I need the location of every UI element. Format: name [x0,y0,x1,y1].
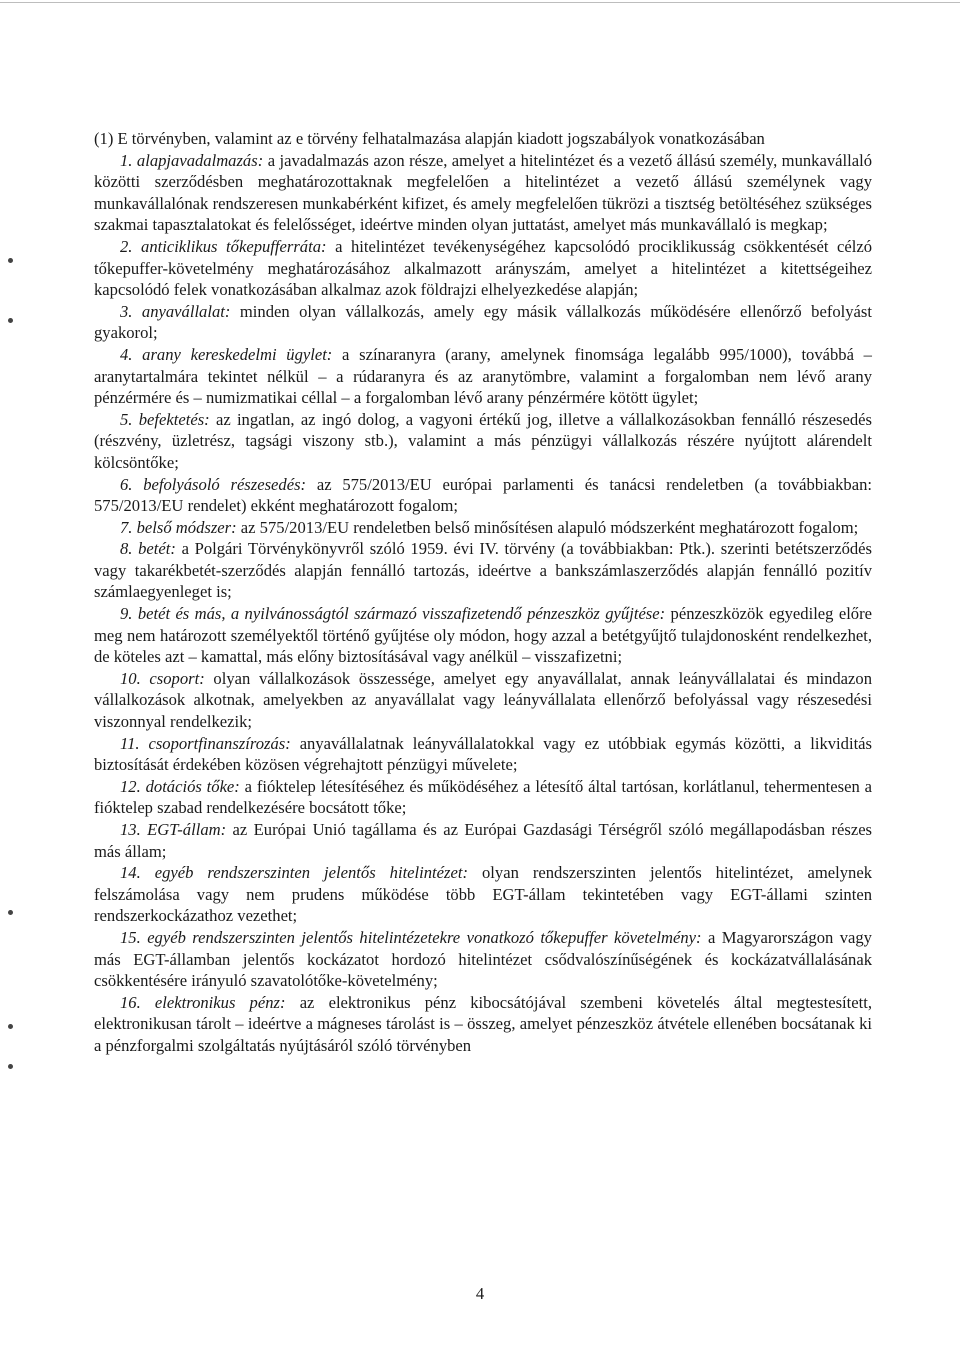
definition-item [94,150,872,236]
item-term: anyavállalat: [141,301,231,321]
intro-paragraph: (1) E törvényben, valamint az e törvény felhatalmazása alapján kiadott jogszabályok vonatkozásában [94,129,765,148]
definition-item [94,409,872,474]
item-text: az Európai Unió tagállama és az Európai Gazdasági Térségről szóló megállapodásban részes más állam; [94,820,873,861]
item-number: 12. [120,776,141,796]
item-term: befolyásoló részesedés: [143,474,307,494]
item-term: csoportfinanszírozás: [148,733,291,753]
definition-item [94,819,872,862]
item-number: 8. [120,539,133,559]
item-text: a színaranyra (arany, amelynek finomsága legalább 995/1000), továbbá – aranytartalmára tekintet nélkül – a rúdaranyra és az aranytömbre, valamint a forgalomban nem lévő arany pénzérmére és – numizmatikai céllal – a forgalomban lévő arany pénzérmére kötött ügylet; [94,344,872,408]
item-term: betét és más, a nyilvánosságtól származó visszafizetendő pénzeszköz gyűjtése: [137,604,666,624]
item-term: elektronikus pénz: [154,992,286,1012]
scan-speck [8,258,13,263]
item-text: a fióktelep létesítéséhez és működéséhez a létesítő által tartósan, korlátlanul, tehermentesen a fióktelep szabad rendelkezésére bocsátott tőke; [94,776,872,818]
definition-item [94,236,872,301]
item-text: az 575/2013/EU európai parlamenti és tanácsi rendeletben (a továbbiakban: 575/2013/EU rendelet) ekként meghatározott fogalom; [94,474,872,516]
definition-item [94,992,872,1057]
item-term: EGT-állam: [147,820,227,839]
item-text: pénzeszközök egyedileg előre meg nem határozott személyektől történő gyűjtése oly módon, hogy azzal a betétgyűjtő tulajdonosként rendelkezhet, de köteles azt – kamattal, más előny biztosításával vagy anélkül – visszafizetni; [94,604,872,667]
definition-item [94,344,872,409]
item-text: olyan rendszerszinten jelentős hitelintézet, amelynek felszámolása vagy nem prudens működése több EGT-állam tekintetében vagy EGT-állami szinten rendszerkockázathoz vezethet; [94,863,873,926]
definition-item [94,517,872,539]
definition-item [94,538,872,603]
definition-item [94,301,872,344]
item-text: a Magyarországon vagy más EGT-államban jelentős kockázatot hordozó hitelintézet csődvalószínűségének és kockázatvállalásának csökkentésére irányuló szavatolótőke-követelmény; [94,927,872,991]
definition-item [94,927,872,992]
definition-item [94,776,872,819]
item-number: 6. [120,474,133,494]
item-term: dotációs tőke: [145,776,240,796]
item-text: olyan vállalkozások összessége, amelyet egy anyavállalat, annak leányvállalatai és mindazon vállalkozások alkotnak, amelyekben az anyavállalat vagy leányvállalata ellenőrző befolyással vagy részesedési viszonnyal rendelkezik; [94,668,872,732]
scan-speck [8,1024,13,1029]
item-text: anyavállalatnak leányvállalatokkal vagy ez utóbbiak egymás közötti, a likviditás biztosítását érdekében közösen végrehajtott pénzügyi művelete; [94,733,872,775]
item-number: 13. [120,820,141,839]
scan-top-border [0,2,960,3]
page-number: 4 [475,1284,485,1303]
item-term: alapjavadalmazás: [136,150,264,170]
item-text: az elektronikus pénz kibocsátójával szembeni követelés által megtestesített, elektronikusan tárolt – ideértve a mágneses tárolást is – összeg, amelyet pénzeszköz átvétele ellenében bocsátanak ki a pénzforgalmi szolgáltatás nyújtásáról szóló törvényben [94,992,873,1055]
item-number: 16. [120,992,141,1012]
item-number: 4. [120,344,133,364]
item-text: a javadalmazás azon része, amelyet a hitelintézet és a vezető állású személy, munkavállaló közötti szerződésben meghatározottaknak megfelelően a hitelintézet a vezető állású személynek vagy munkavállalónak rendszeresen munkabérként kifizet, és amely megfelelően tükrözi a tisztség betöltéséhez szükséges szakmai tapasztalatokat és felelősséget, ideértve minden olyan juttatást, amelyet más munkavállaló is megkap; [94,150,872,235]
item-number: 11. [120,733,140,753]
scan-speck [8,318,13,323]
item-text: az ingatlan, az ingó dolog, a vagyoni értékű jog, illetve a vállalkozásokban fennálló részesedés (részvény, üzletrész, tagsági viszony stb.), valamint a más pénzügyi vállalkozás részére nyújtott alárendelt kölcsöntőke; [94,409,872,472]
definition-item [94,603,872,668]
item-term: egyéb rendszerszinten jelentős hitelintézet: [154,863,468,883]
item-number: 2. [120,236,133,256]
item-text: minden olyan vállalkozás, amely egy másik vállalkozás működésére ellenőrző befolyást gyakorol; [94,301,872,343]
item-text: a Polgári Törvénykönyvről szóló 1959. évi IV. törvény (a továbbiakban: Ptk.). szerinti betétszerződés vagy takarékbetét-szerződés alapján fennálló tartozás, ideértve a bankszámlaszerződés alapján fennálló pozitív számlaegyenleget is; [94,539,872,602]
item-text: a hitelintézet tevékenységéhez kapcsolódó prociklikusság csökkentését célzó tőkepuffer-követelmény meghatározásához alkalmazott arányszám, amelyet a hitelintézet a kitettségeihez kapcsolódó felek vonatkozásában alkalmaz azok földrajzi elhelyezkedése alapján; [94,236,873,300]
definition-item [94,474,872,517]
item-term: arany kereskedelmi ügylet: [142,344,333,364]
item-text: az 575/2013/EU rendeletben belső minősítésen alapuló módszerként meghatározott fogalom; [240,517,859,537]
item-number: 1. [120,150,133,170]
definition-item [94,862,872,927]
scan-speck [8,1064,13,1069]
item-term: betét: [138,539,176,559]
item-term: befektetés: [138,409,210,429]
definition-item [94,668,872,733]
definition-item [94,733,872,776]
scan-speck [8,910,13,915]
item-number: 3. [120,301,133,321]
item-number: 5. [120,409,133,429]
item-number: 10. [120,668,141,688]
item-term: belső módszer: [136,517,237,537]
item-term: egyéb rendszerszinten jelentős hitelintézetekre vonatkozó tőkepuffer követelmény: [147,927,702,947]
item-number: 9. [120,604,133,624]
item-term: anticiklikus tőkepufferráta: [141,236,327,256]
item-term: csoport: [149,668,205,688]
item-number: 7. [120,517,133,537]
item-number: 14. [120,863,141,883]
item-number: 15. [120,927,141,947]
document-body [94,128,872,1057]
